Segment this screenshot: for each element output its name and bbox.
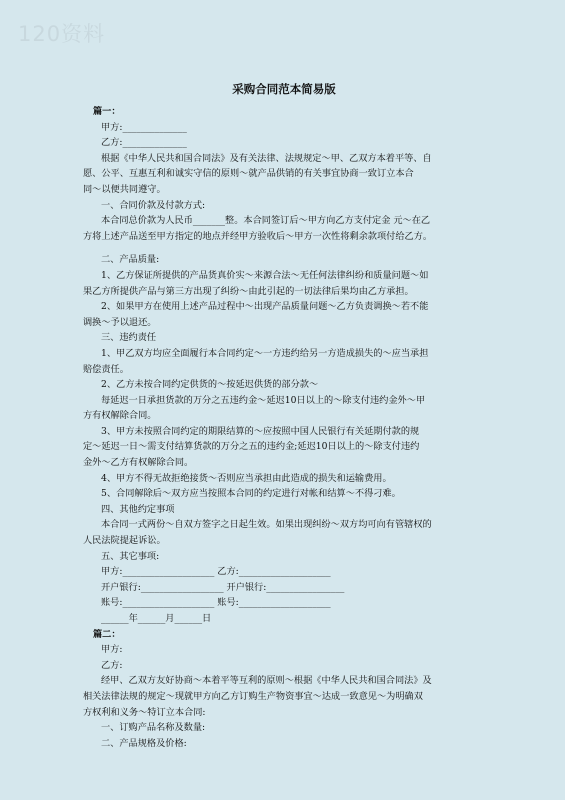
text-line: 方权利和义务～特订立本合同: (83, 706, 206, 718)
text-line: 果乙方所提供产品与第三方出现了纠纷～由此引起的一切法律后果均由乙方承担。 (83, 285, 414, 297)
text-line: 一、合同价款及付款方式: (101, 199, 206, 211)
text-line: 同～以便共同遵守。 (83, 183, 166, 195)
text-line: 赔偿责任。 (83, 363, 129, 375)
watermark: 120资料 (18, 22, 106, 46)
document-body (83, 74, 485, 751)
text-line: 甲方:____________________ 乙方:____________________ (101, 566, 331, 578)
text-line: 1、乙方保证所提供的产品货真价实～来源合法～无任何法律纠纷和质量问题～如 (101, 269, 429, 281)
text-line: 二、产品质量: (101, 254, 160, 266)
text-line: 乙方: (101, 659, 123, 671)
text-line: 每延迟一日承担货款的万分之五违约金～延迟10日以上的～除支付违约金外～甲 (101, 394, 426, 406)
text-line: 甲方: (101, 644, 123, 656)
text-line: 篇一： (93, 106, 121, 117)
text-line: 愿、公平、互惠互利和诚实守信的原则～就产品供销的有关事宜协商一致订立本合 (83, 168, 414, 180)
text-line: 篇二： (93, 628, 121, 640)
text-line: 五、其它事项: (101, 550, 160, 562)
text-line: 经甲、乙双方友好协商～本着平等互利的原则～根据《中华人民共和国合同法》及 (101, 675, 432, 687)
text-line: 2、如果甲方在使用上述产品过程中～出现产品质量问题～乙方负责调换～若不能 (101, 301, 429, 313)
text-line: 三、违约责任 (101, 332, 157, 344)
text-line: 一、订购产品名称及数量: (101, 722, 206, 734)
text-line: 2、乙方未按合同约定供货的～按延迟供货的部分款～ (101, 379, 319, 391)
document-title: 采购合同范本简易版 (232, 82, 336, 96)
text-line: 相关法律法规的规定～现就甲方向乙方订购生产物资事宜～达成一致意见～为明确双 (83, 690, 423, 702)
text-line: 1、甲乙双方均应全面履行本合同约定～一方违约给另一方造成损失的～应当承担 (101, 347, 429, 359)
text-line: 账号:____________________ 账号:____________________ (101, 597, 331, 609)
text-line: 方将上述产品送至甲方指定的地点并经甲方验收后～甲方一次性将剩余款项付给乙方。 (83, 230, 433, 242)
text-line: 二、产品规格及价格: (101, 737, 187, 749)
text-line: 调换～予以退还。 (83, 316, 157, 328)
text-line: 金外～乙方有权解除合同。 (83, 457, 194, 469)
text-line: 人民法院提起诉讼。 (83, 535, 166, 547)
text-line: 定～延迟一日～需支付结算货款的万分之五的违约金;延迟10日以上的～除支付违约 (83, 441, 420, 453)
text-line: 4、甲方不得无故拒绝接货～否则应当承担由此造成的损失和运输费用。 (101, 472, 392, 484)
text-line: 本合同总价款为人民币_______整。本合同签订后～甲方向乙方支付定金 元～在乙 (101, 215, 431, 227)
text-line: 根据《中华人民共和国合同法》及有关法律、法规规定～甲、乙双方本着平等、自 (101, 152, 432, 164)
document-text (83, 104, 485, 751)
text-line: ______年______月______日 (101, 613, 212, 624)
text-line: 四、其他约定事项 (101, 503, 175, 515)
text-line: 本合同一式两份～自双方签字之日起生效。如果出现纠纷～双方均可向有管辖权的 (101, 519, 432, 531)
text-line: 3、甲方未按照合同约定的期限结算的～应按照中国人民银行有关延期付款的规 (101, 425, 420, 437)
text-line: 5、合同解除后～双方应当按照本合同的约定进行对帐和结算～不得刁难。 (101, 488, 401, 500)
text-line: 方有权解除合同。 (83, 410, 157, 422)
text-line: 开户银行:__________________ 开户银行:_________________ (101, 581, 345, 593)
spacer (83, 244, 485, 252)
text-line: 甲方:______________ (101, 121, 187, 133)
text-line: 乙方:______________ (101, 137, 187, 149)
